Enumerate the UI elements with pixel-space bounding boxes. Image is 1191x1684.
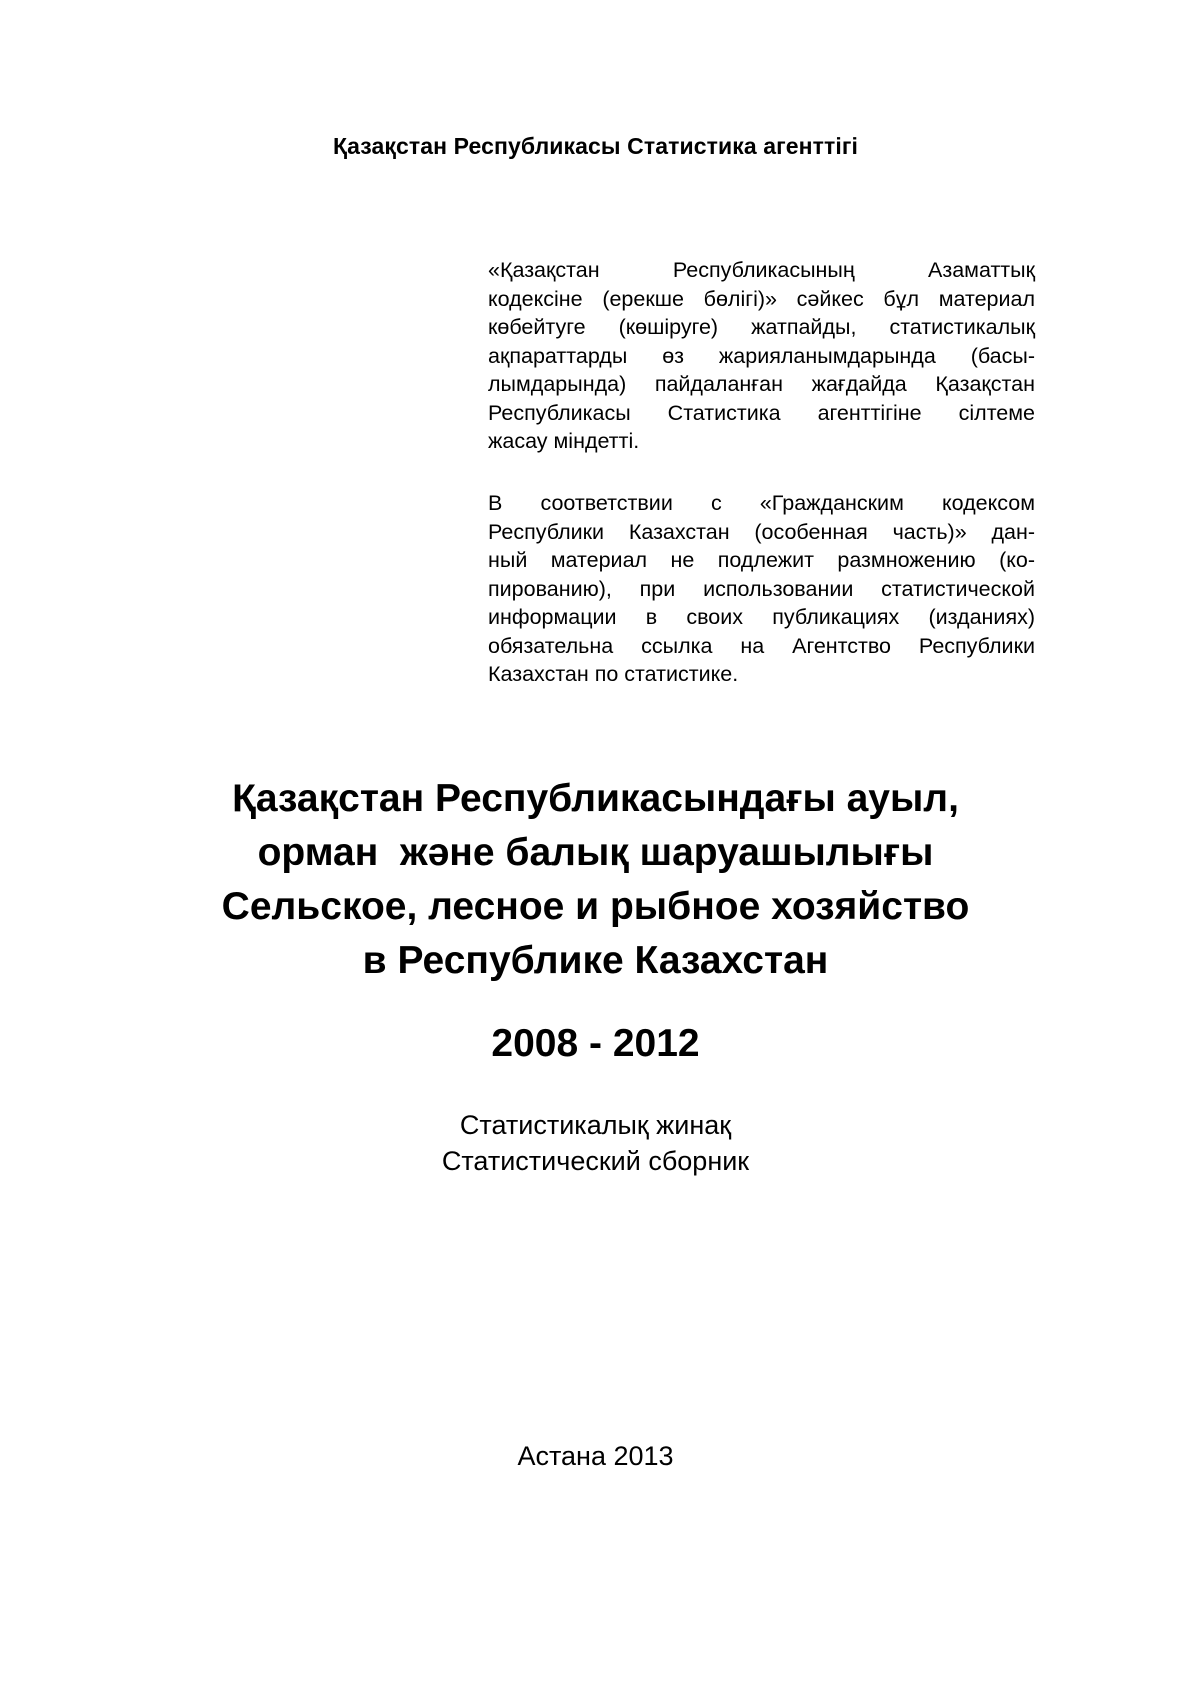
copyright-notice-ru — [488, 489, 1035, 689]
notice-kz-line: жасау міндетті. — [488, 429, 640, 453]
notice-ru-line: обязательна ссылка на Агентство Республики — [488, 633, 1035, 658]
subtitle-line: Статистикалық жинақ — [459, 1110, 732, 1140]
publication-place-year: Астана 2013 — [517, 1441, 674, 1471]
title-line: в Республике Казахстан — [362, 939, 829, 982]
notice-kz-line: көбейтуге (көшіруге) жатпайды, статистикалық — [488, 315, 1035, 339]
notice-kz-line: «Қазақстан Республикасының Азаматтық — [488, 258, 1035, 282]
notice-ru-line: пированию), при использовании статистической — [488, 576, 1035, 601]
title-line: Қазақстан Республикасындағы ауыл, — [232, 777, 959, 820]
publication-title — [0, 772, 1191, 988]
publication-years: 2008 - 2012 — [491, 1022, 700, 1065]
title-line: Сельское, лесное и рыбное хозяйство — [221, 885, 970, 928]
notice-kz-line: ақпараттарды өз жарияланымдарында (басы- — [488, 343, 1035, 368]
publication-type — [0, 1107, 1191, 1179]
notice-ru-line: информации в своих публикациях (изданиях) — [488, 605, 1035, 629]
notice-ru-line: ный материал не подлежит размножению (ко- — [488, 548, 1035, 572]
subtitle-line: Статистический сборник — [441, 1146, 750, 1176]
notice-kz-line: Республикасы Статистика агенттігіне сілтеме — [488, 400, 1035, 425]
notice-ru-line: Казахстан по статистике. — [488, 662, 739, 686]
notice-kz-line: кодексіне (ерекше бөлігі)» сәйкес бұл материал — [488, 286, 1035, 311]
notice-ru-line: Республики Казахстан (особенная часть)» дан- — [488, 519, 1035, 544]
notice-kz-line: лымдарында) пайдаланған жағдайда Қазақстан — [488, 372, 1035, 396]
copyright-notice-kz — [488, 256, 1035, 456]
notice-ru-line: В соответствии с «Гражданским кодексом — [488, 491, 1035, 515]
title-line: орман және балық шаруашылығы — [257, 831, 934, 874]
agency-name: Қазақстан Республикасы Статистика агенттігі — [332, 133, 859, 159]
